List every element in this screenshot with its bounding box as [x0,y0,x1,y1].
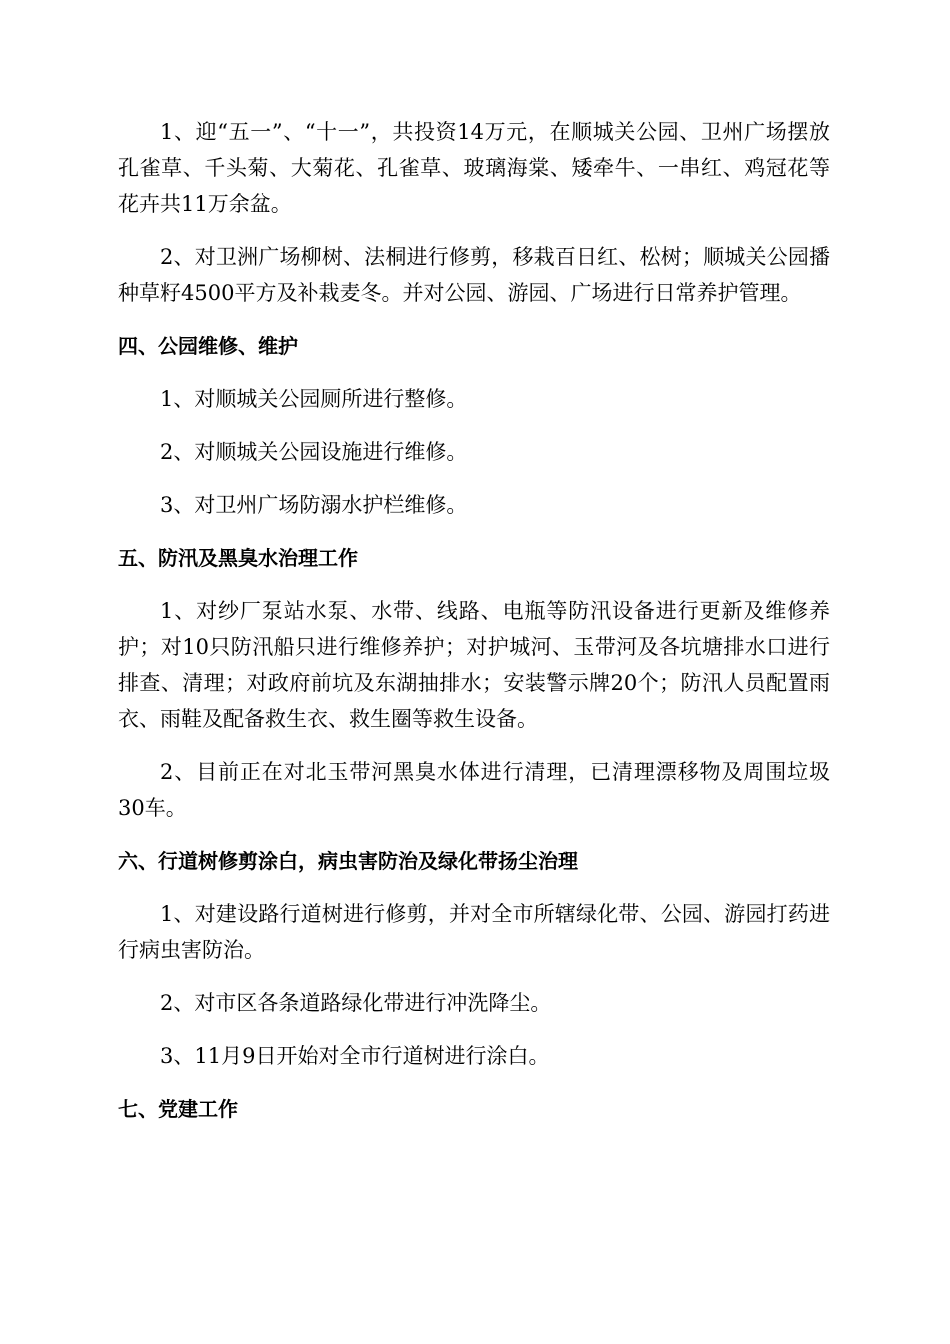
section-heading-party-building: 七、党建工作 [118,1097,238,1121]
paragraph-tree-whitewash: 3、11月9日开始对全市行道树进行涂白。 [160,1044,550,1068]
paragraph-flood-equipment: 1、对纱厂泵站水泵、水带、线路、电瓶等防汛设备进行更新及维修养护；对10只防汛船只进行维修养护；对护城河、玉带河及各坑塘排水口进行排查、清理；对政府前坑及东湖抽排水；安装警示牌20个；防汛人员配置雨衣、雨鞋及配备救生衣、救生圈等救生设备。 [118,599,830,731]
section-heading-park-maintenance: 四、公园维修、维护 [118,334,298,358]
paragraph-railing-repair: 3、对卫州广场防溺水护栏维修。 [160,493,468,517]
section-heading-flood-control: 五、防汛及黑臭水治理工作 [118,546,358,570]
paragraph-pest-control: 1、对建设路行道树进行修剪，并对全市所辖绿化带、公园、游园打药进行病虫害防治。 [118,902,830,962]
section-heading-tree-pruning: 六、行道树修剪涂白，病虫害防治及绿化带扬尘治理 [118,849,578,873]
paragraph-facility-repair: 2、对顺城关公园设施进行维修。 [160,440,468,464]
paragraph-toilet-repair: 1、对顺城关公园厕所进行整修。 [160,387,468,411]
paragraph-square-pruning: 2、对卫洲广场柳树、法桐进行修剪，移栽百日红、松树；顺城关公园播种草籽4500平方及补栽麦冬。并对公园、游园、广场进行日常养护管理。 [118,245,830,305]
paragraph-river-cleanup: 2、目前正在对北玉带河黑臭水体进行清理，已清理漂移物及周围垃圾30车。 [118,760,830,820]
paragraph-flower-display: 1、迎“五一”、“十一”，共投资14万元，在顺城关公园、卫州广场摆放孔雀草、千头菊、大菊花、孔雀草、玻璃海棠、矮牵牛、一串红、鸡冠花等花卉共11万余盆。 [118,120,830,216]
document-page [118,114,830,1144]
paragraph-dust-control: 2、对市区各条道路绿化带进行冲洗降尘。 [160,991,552,1015]
